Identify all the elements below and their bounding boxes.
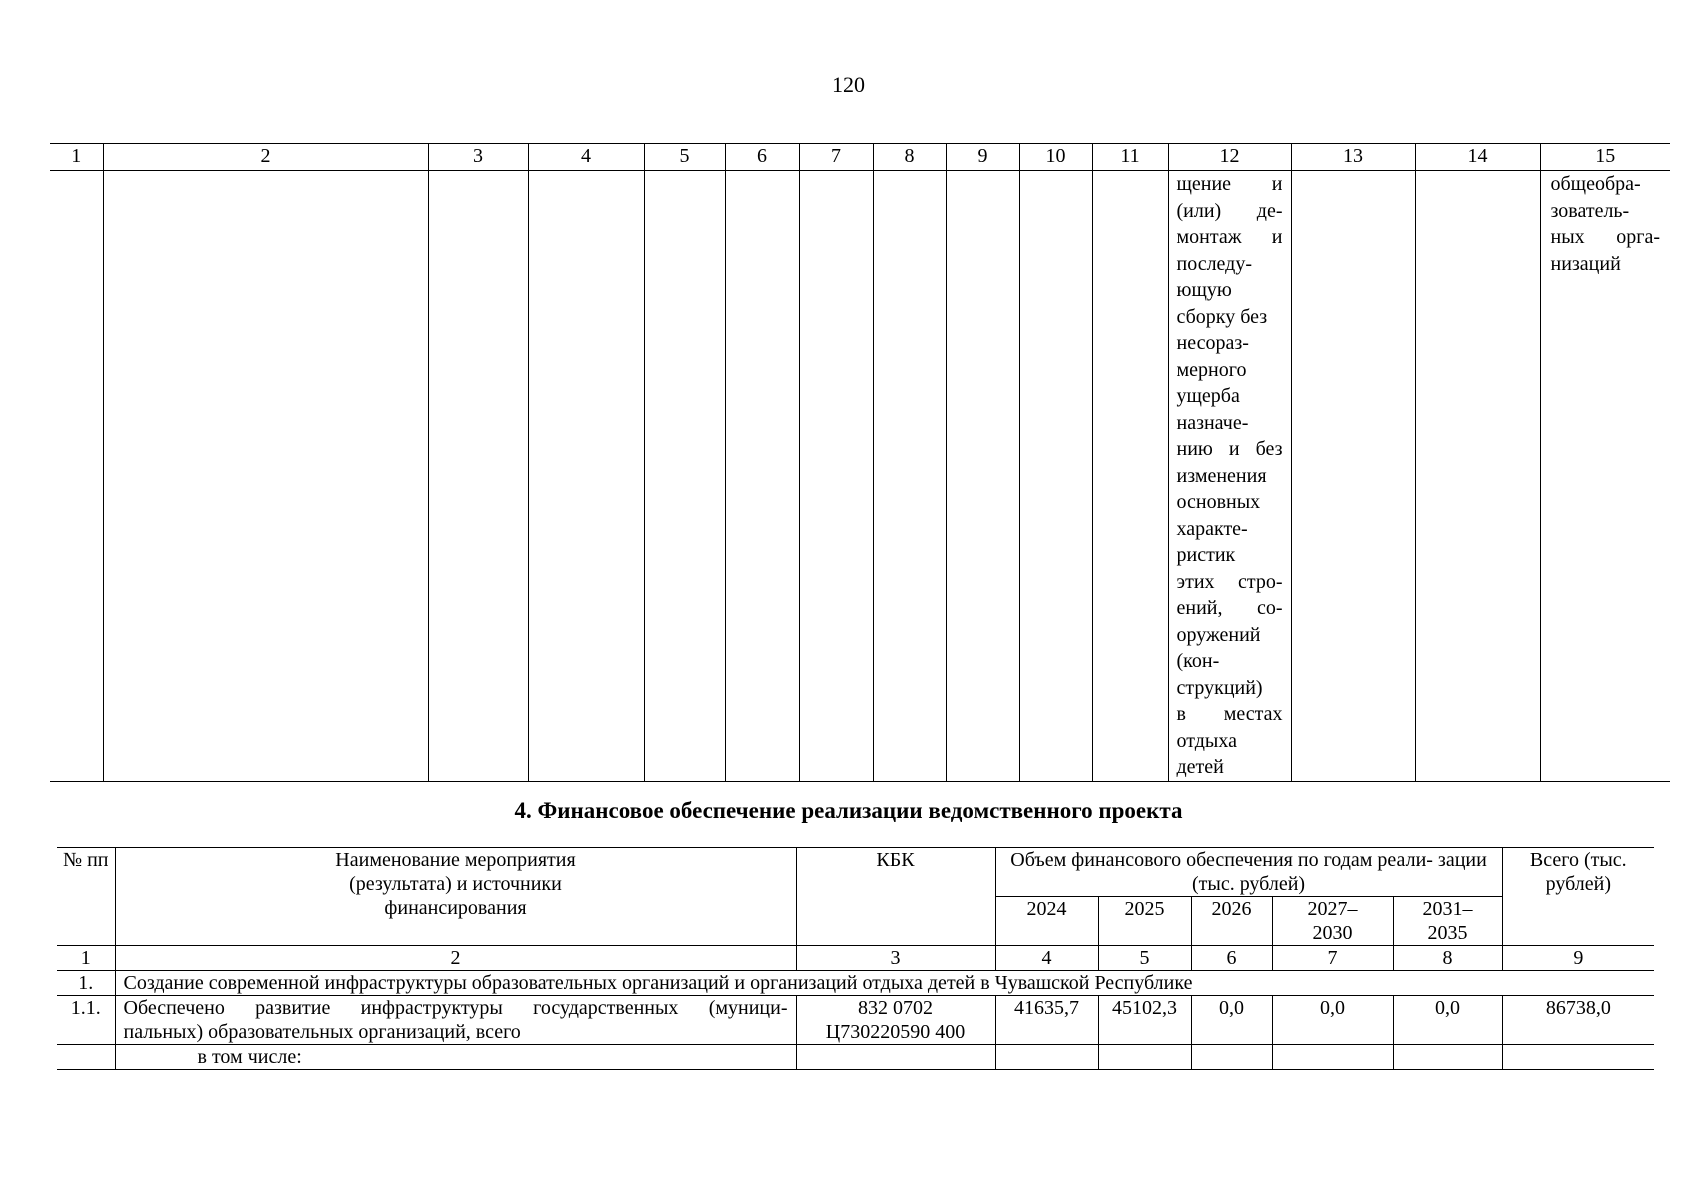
table2-colnum: 7 [1272, 946, 1393, 971]
table1-col-num: 9 [946, 144, 1019, 171]
table1-col-num: 13 [1291, 144, 1415, 171]
row-cell [995, 1045, 1098, 1070]
table1-col-num: 4 [528, 144, 644, 171]
section-title: 4. Финансовое обеспечение реализации ведомственного проекта [514, 798, 1183, 823]
row-name [115, 996, 796, 1045]
text-line: ристик [1176, 544, 1236, 566]
row-name-line: пальных) образовательных организаций, всего [123, 1021, 521, 1043]
text-line: (кон- [1176, 650, 1220, 672]
table1-col-num: 8 [873, 144, 946, 171]
row-kbk [796, 996, 995, 1045]
text-line: нию и без [1176, 438, 1283, 460]
table1-body-row [50, 171, 1670, 782]
table2-colnum: 3 [796, 946, 995, 971]
table1-cell [873, 171, 946, 782]
value-2027-2030: 0,0 [1272, 996, 1393, 1045]
text-line: оружений [1176, 623, 1261, 646]
table1-cell [428, 171, 528, 782]
table2-colnum: 8 [1393, 946, 1502, 971]
table1-col-num: 2 [103, 144, 428, 171]
row-name-line: Обеспечено развитие инфраструктуры государственных (муници- [123, 997, 788, 1019]
table-row [57, 1045, 1654, 1070]
text-line: монтаж и [1176, 226, 1283, 248]
table2-colnum: 4 [995, 946, 1098, 971]
text-line: струкций) [1176, 676, 1263, 699]
value-total: 86738,0 [1502, 996, 1654, 1045]
financial-table [57, 847, 1654, 1070]
text-line: в местах [1176, 703, 1283, 725]
table1-col-num: 5 [644, 144, 725, 171]
text-line: сборку без [1176, 305, 1268, 328]
table1-col-num: 14 [1415, 144, 1540, 171]
table1-cell [1415, 171, 1540, 782]
table2-colnum: 9 [1502, 946, 1654, 971]
row-number: 1. [57, 971, 115, 996]
value-2025: 45102,3 [1098, 996, 1191, 1045]
table-row [57, 996, 1654, 1045]
results-table-continuation [50, 143, 1670, 782]
text-line: этих стро- [1176, 570, 1283, 593]
table1-col-num: 7 [799, 144, 873, 171]
text-line: низаций [1550, 252, 1621, 275]
table1-header-row [50, 144, 1670, 171]
text-line: мерного [1176, 358, 1247, 381]
table1-col15-text [1540, 171, 1670, 782]
value-2026: 0,0 [1191, 996, 1272, 1045]
row-number: 1.1. [57, 996, 115, 1045]
table1-col-num: 11 [1092, 144, 1168, 171]
table2-colnum: 2 [115, 946, 796, 971]
text-line: зователь- [1550, 199, 1630, 222]
row-cell [1098, 1045, 1191, 1070]
text-line: (или) де- [1176, 199, 1283, 222]
table1-col-num: 12 [1168, 144, 1291, 171]
table1-col-num: 3 [428, 144, 528, 171]
text-line: общеобра- [1550, 173, 1641, 195]
text-line: щение и [1176, 173, 1283, 195]
table2-year: 2026 [1191, 897, 1272, 946]
table1-col12-text [1168, 171, 1291, 782]
table1-col-num: 1 [50, 144, 103, 171]
text-line: назначе- [1176, 411, 1249, 434]
text-line: несораз- [1176, 332, 1249, 354]
table2-colnum: 5 [1098, 946, 1191, 971]
table2-colnum: 1 [57, 946, 115, 971]
text-line: отдыха [1176, 729, 1237, 752]
text-line: последу- [1176, 252, 1253, 275]
row-cell [1502, 1045, 1654, 1070]
table2-head-total: Всего (тыс. рублей) [1502, 848, 1654, 946]
table1-col-num: 15 [1540, 144, 1670, 171]
text-line: ющую [1176, 279, 1232, 301]
text-line: детей [1176, 756, 1224, 778]
row-name: в том числе: [115, 1045, 796, 1070]
table1-cell [644, 171, 725, 782]
text-line: ущерба [1176, 385, 1240, 407]
table2-head-num: № пп [57, 848, 115, 946]
table1-cell [1092, 171, 1168, 782]
kbk-line: Ц730220590 400 [825, 1021, 966, 1043]
text-line: основных [1176, 491, 1261, 513]
table2-year: 2031– 2035 [1393, 897, 1502, 946]
table2-header-row [57, 848, 1654, 897]
table1-col-num: 6 [725, 144, 799, 171]
value-2031-2035: 0,0 [1393, 996, 1502, 1045]
table2-year: 2024 [995, 897, 1098, 946]
row-title: Создание современной инфраструктуры образовательных организаций и организаций отдыха детей в Чувашской Республике [115, 971, 1654, 996]
table1-cell [946, 171, 1019, 782]
row-cell [796, 1045, 995, 1070]
row-cell [1272, 1045, 1393, 1070]
table1-cell [725, 171, 799, 782]
page-number: 120 [832, 72, 865, 97]
table2-year: 2025 [1098, 897, 1191, 946]
row-cell [1393, 1045, 1502, 1070]
table1-cell [799, 171, 873, 782]
table2-head-volume: Объем финансового обеспечения по годам реали- зации (тыс. рублей) [995, 848, 1502, 897]
text-line: ных орга- [1550, 226, 1660, 248]
row-number [57, 1045, 115, 1070]
kbk-line: 832 0702 [858, 997, 933, 1019]
row-cell [1191, 1045, 1272, 1070]
table1-cell [1291, 171, 1415, 782]
table2-head-name: Наименование мероприятия (результата) и источники финансирования [115, 848, 796, 946]
table-row [57, 971, 1654, 996]
table1-cell [50, 171, 103, 782]
table1-cell [528, 171, 644, 782]
table1-cell [103, 171, 428, 782]
text-line: характе- [1176, 517, 1248, 540]
text-line: ений, со- [1176, 597, 1283, 619]
table2-colnum-row [57, 946, 1654, 971]
text-line: изменения [1176, 464, 1267, 487]
table2-year: 2027– 2030 [1272, 897, 1393, 946]
table1-cell [1019, 171, 1092, 782]
table2-colnum: 6 [1191, 946, 1272, 971]
table1-col-num: 10 [1019, 144, 1092, 171]
value-2024: 41635,7 [995, 996, 1098, 1045]
table2-head-kbk: КБК [796, 848, 995, 946]
